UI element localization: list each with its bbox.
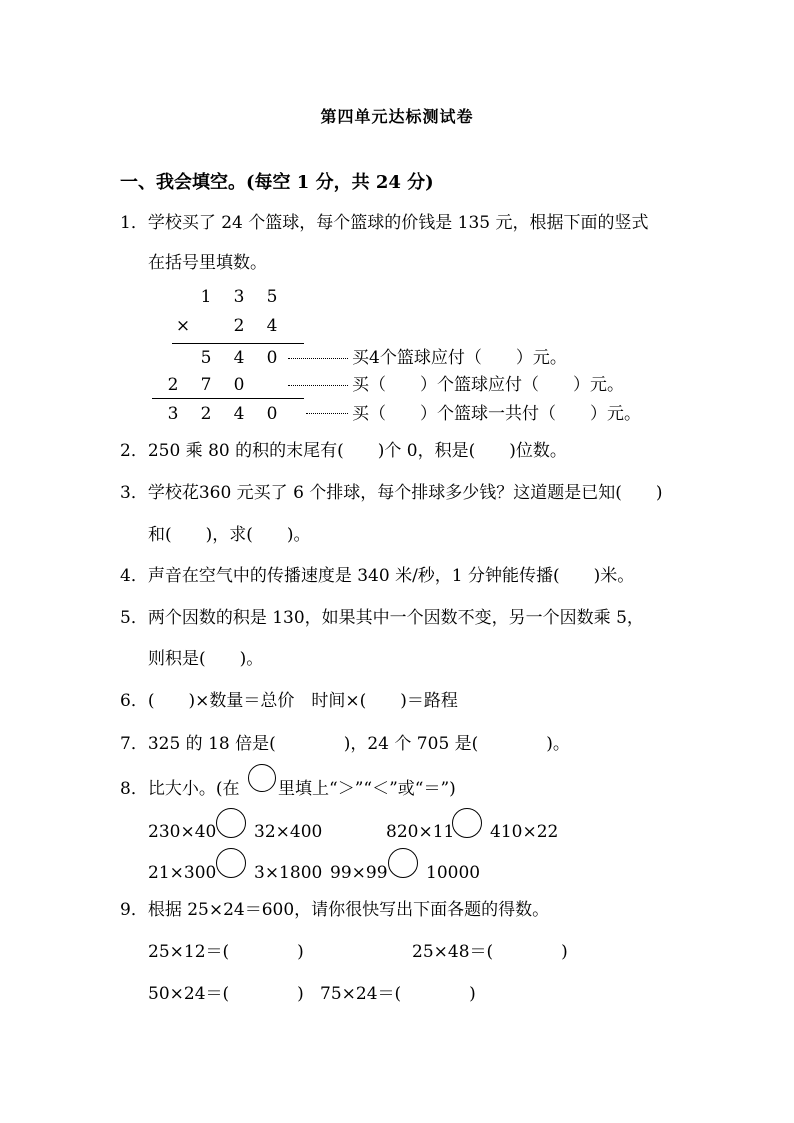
section-heading: 一、我会填空。(每空 1 分，共 24 分) <box>120 172 434 193</box>
digit: 1 <box>200 287 212 307</box>
answer-circle[interactable] <box>388 848 418 878</box>
answer-circle[interactable] <box>452 808 482 838</box>
compare-a-left: 230×40 <box>148 822 217 842</box>
sum-rule <box>152 398 304 399</box>
annotation-1: 买4个篮球应付（ ）元。 <box>352 348 567 368</box>
compare-b-left: 820×11 <box>386 822 455 842</box>
dotted-leader <box>306 413 348 414</box>
question-2: 2．250 乘 80 的积的末尾有( )个 0，积是( )位数。 <box>120 441 567 461</box>
annotation-2: 买（ ）个篮球应付（ ）元。 <box>352 375 624 395</box>
compare-b-right: 410×22 <box>490 822 559 842</box>
answer-circle[interactable] <box>216 848 246 878</box>
digit: 2 <box>233 316 245 336</box>
compare-a-right: 32×400 <box>254 822 323 842</box>
question-9: 9．根据 25×24＝600，请你很快写出下面各题的得数。 <box>120 900 550 920</box>
times-sign: × <box>175 316 191 336</box>
digit: 4 <box>233 348 245 368</box>
dotted-leader <box>288 385 348 386</box>
q9-item-c: 50×24＝( ) <box>148 984 304 1004</box>
compare-c-right: 3×1800 <box>254 863 323 883</box>
compare-d-right: 10000 <box>426 863 481 883</box>
question-7: 7．325 的 18 倍是( )，24 个 705 是( )。 <box>120 734 570 754</box>
digit: 3 <box>233 287 245 307</box>
q9-item-b: 25×48＝( ) <box>412 942 568 962</box>
question-1-line-1: 1．学校买了 24 个篮球，每个篮球的价钱是 135 元，根据下面的竖式 <box>120 213 649 233</box>
question-5-line-2: 则积是( )。 <box>148 649 264 669</box>
multiplication-rule <box>172 343 304 344</box>
question-1-line-2: 在括号里填数。 <box>148 253 267 273</box>
digit: 0 <box>266 404 278 424</box>
digit: 0 <box>266 348 278 368</box>
page-title: 第四单元达标测试卷 <box>320 107 474 126</box>
annotation-3: 买（ ）个篮球一共付（ ）元。 <box>352 404 641 424</box>
question-5-line-1: 5．两个因数的积是 130，如果其中一个因数不变，另一个因数乘 5， <box>120 608 644 628</box>
question-4: 4．声音在空气中的传播速度是 340 米/秒，1 分钟能传播( )米。 <box>120 566 635 586</box>
question-3-line-2: 和( )，求( )。 <box>148 525 311 545</box>
digit: 3 <box>167 404 179 424</box>
dotted-leader <box>288 358 348 359</box>
digit: 2 <box>167 375 179 395</box>
q9-item-a: 25×12＝( ) <box>148 942 304 962</box>
digit: 0 <box>233 375 245 395</box>
question-8-prefix: 8．比大小。(在 <box>120 779 240 799</box>
answer-circle[interactable] <box>216 808 246 838</box>
answer-circle[interactable] <box>248 764 276 792</box>
digit: 5 <box>266 287 278 307</box>
question-6: 6．( )×数量＝总价 时间×( )＝路程 <box>120 691 458 711</box>
q9-item-d: 75×24＝( ) <box>320 984 476 1004</box>
digit: 4 <box>233 404 245 424</box>
question-8-suffix: 里填上“＞”“＜”或“＝”) <box>278 779 456 799</box>
digit: 7 <box>200 375 212 395</box>
question-3-line-1: 3．学校花360 元买了 6 个排球，每个排球多少钱？这道题是已知( ) <box>120 483 663 503</box>
compare-c-left: 21×300 <box>148 863 217 883</box>
compare-d-left: 99×99 <box>330 863 388 883</box>
digit: 2 <box>200 404 212 424</box>
digit: 4 <box>266 316 278 336</box>
digit: 5 <box>200 348 212 368</box>
